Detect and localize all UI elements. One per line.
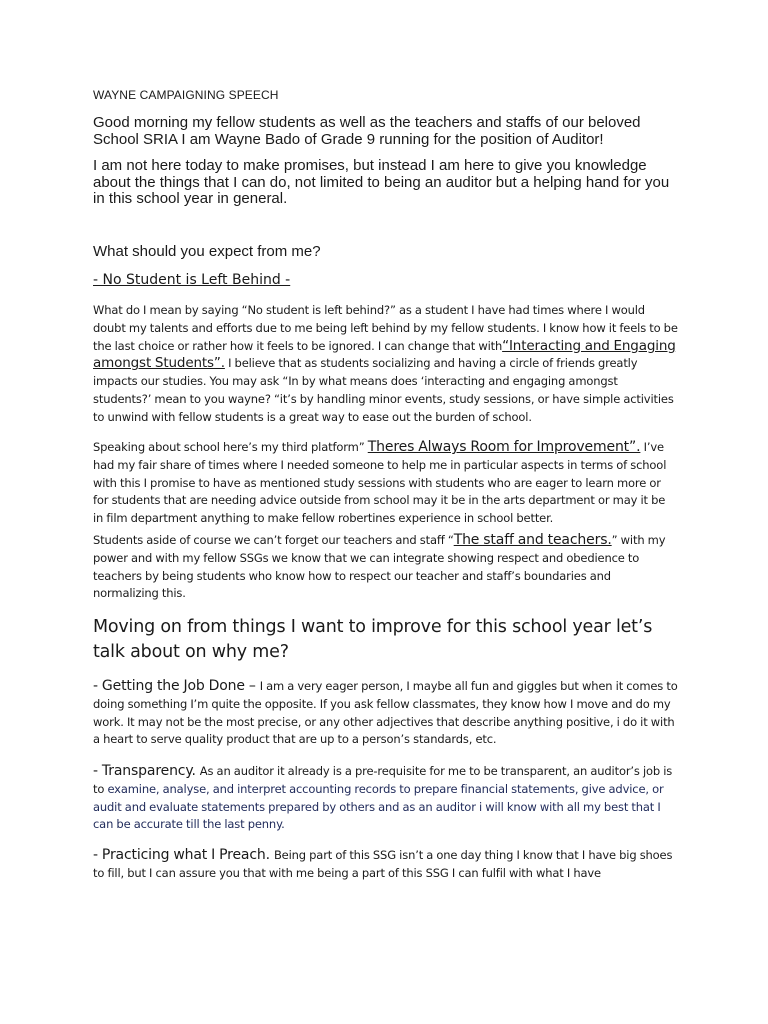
intro-paragraph-1: Good morning my fellow students as well as the teachers and staffs of our beloved School SRIA I am Wayne Bado of Grade 9 running for the position of Auditor! [93, 114, 641, 148]
highlight-interacting-engaging: “Interacting and Engaging amongst Students”. [93, 337, 676, 372]
paragraph-text: Students aside of course we can’t forget our teachers and staff “ [93, 533, 454, 547]
reason-text: As an auditor it already is a pre-requisite for me to be transparent, an auditor’s job is to [93, 764, 673, 796]
paragraph-text: I believe that as students socializing and having a circle of friends greatly impacts our studies. You may ask “In by what means does ‘interacting and engaging amongst students?’ mean to you wayne? “it’s by handling minor events, study sessions, or have simple activities to unwind with fellow students is a great way to ease out the burden of school. [93, 356, 674, 424]
platform-paragraph-3 [93, 532, 678, 603]
highlight-staff-and-teachers: The staff and teachers. [453, 532, 612, 548]
intro-paragraph-2: I am not here today to make promises, but instead I am here to give you knowledge about the things that I can do, not limited to being an auditor but a helping hand for you in this school year in general. [93, 157, 670, 207]
reason-getting-job-done [93, 678, 678, 749]
highlight-room-for-improvement: Theres Always Room for Improvement”. [367, 439, 641, 455]
reason-text: I am a very eager person, I maybe all fun and giggles but when it comes to doing something I’m quite the opposite. If you ask fellow classmates, they know how I move and do my work. It may not be the most precise, or any other adjectives that describe anything positive, i do it with a heart to serve quality product that are up to a person’s standards, etc. [93, 679, 678, 747]
paragraph-text: I’ve had my fair share of times where I needed someone to help me in particular aspects in terms of school with this I promise to have as mentioned study sessions with students who are eager to learn more or for students that are needing advice outside from school may it be in the arts department or may it be in film department anything to make fellow robertines experience in school better. [93, 440, 667, 526]
document-title: WAYNE CAMPAIGNING SPEECH [93, 88, 279, 102]
section-heading-why-me: Moving on from things I want to improve for this school year let’s talk about on why me? [93, 617, 653, 662]
reason-lead: - Transparency. [93, 763, 200, 779]
reason-text-definition: examine, analyse, and interpret accounting records to prepare financial statements, give advice, or audit and evaluate statements prepared by others and as an auditor i will know with all my best that I can be accurate till the last penny. [93, 781, 664, 832]
reason-text: Being part of this SSG isn’t a one day thing I know that I have big shoes to fill, but I can assure you that with me being a part of this SSG I can fulfil with what I have [93, 848, 673, 880]
paragraph-text: What do I mean by saying “No student is left behind?” as a student I have had times where I would doubt my talents and efforts due to me being left behind by my fellow students. I know how it feels to be the last choice or rather how it feels to be ignored. I can change that with [93, 303, 678, 353]
question-heading: What should you expect from me? [93, 243, 321, 260]
reason-transparency [93, 763, 678, 834]
platform-paragraph-1 [93, 302, 678, 427]
subheading-no-student-left-behind: - No Student is Left Behind - [93, 272, 291, 288]
paragraph-text: ” with my power and with my fellow SSGs we know that we can integrate showing respect and obedience to teachers by being students who know how to respect our teacher and staff’s boundaries and normalizing this. [93, 533, 666, 601]
paragraph-text: Speaking about school here’s my third platform” [93, 440, 365, 454]
reason-practicing-what-i-preach [93, 847, 678, 883]
platform-paragraph-2 [93, 439, 678, 528]
reason-lead: - Practicing what I Preach. [93, 847, 274, 863]
reason-lead: - Getting the Job Done – [93, 678, 260, 694]
